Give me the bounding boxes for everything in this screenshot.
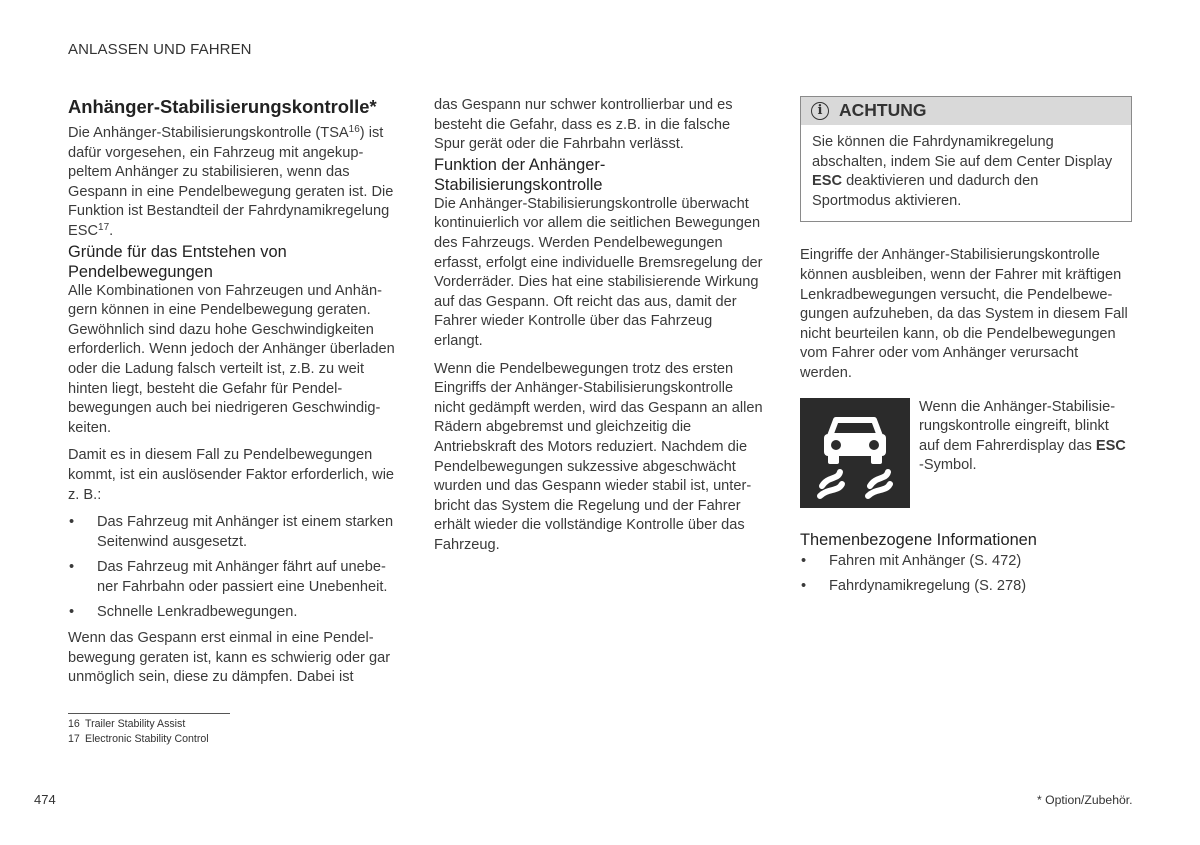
- paragraph-damping: Wenn das Gespann erst einmal in eine Pendelbewegung geraten ist, kann es schwierig oder gar unmöglich sein, diese zu dämpfen. Dabei ist: [68, 630, 391, 686]
- column-right: [800, 96, 1130, 603]
- esc-symbol-figure: [800, 398, 1130, 508]
- paragraph-function: Die Anhänger-Stabilisierungskontrolle überwacht kontinuierlich vor allem die seitlichen Bewegungen des Fahrzeugs. Werden Pendelbewegungen erfasst, erfolgt eine individuelle Bremsregelung der Vorderräder. Dies hat eine stabilisierende Wirkung auf das Gespann. Oft reicht das aus, damit der Fahrer wieder Kontrolle über das Fahrzeug erlangt.: [434, 195, 763, 349]
- section-heading-causes: Gründe für das Entstehen von Pendelbewegungen: [68, 242, 287, 281]
- related-info-heading: Themenbezogene Informationen: [800, 530, 1037, 549]
- option-note: * Option/Zubehör.: [1037, 793, 1133, 807]
- figure-caption: Wenn die Anhänger-Stabilisierungskontrolle eingreift, blinkt auf dem Fahrerdisplay das ESC -Symbol.: [919, 398, 1126, 474]
- list-item: • Das Fahrzeug mit Anhänger ist einem starken Seitenwind ausgesetzt.: [69, 514, 394, 550]
- page-title: Anhänger-Stabilisierungskontrolle*: [68, 96, 377, 117]
- bullet-icon: •: [69, 559, 75, 576]
- intro-paragraph: Die Anhänger-Stabilisierungskontrolle (TSA$^{16}$) ist dafür vorgesehen, ein Fahrzeug mit angekuppeltem Anhänger zu stabilisieren, wenn das Gespann in eine Pendelbewegung geraten ist. Die Funktion ist Bestandteil der Fahrdynamikregelung ESC$^{17}$.: [68, 124, 394, 239]
- paragraph-continued: das Gespann nur schwer kontrollierbar und es besteht die Gefahr, dass es z.B. in die falsche Spur gerät oder die Fahrbahn verlässt.: [434, 97, 733, 153]
- list-item: • Das Fahrzeug mit Anhänger fährt auf unebener Fahrbahn oder passiert eine Unebenheit.: [69, 559, 388, 595]
- esc-label: ESC: [1095, 437, 1126, 454]
- esc-label: ESC: [812, 173, 843, 190]
- warning-title: ACHTUNG: [839, 100, 927, 121]
- bullet-icon: •: [69, 514, 75, 531]
- paragraph-limits: Eingriffe der Anhänger-Stabilisierungskontrolle können ausbleiben, wenn der Fahrer mit kräftigen Lenkradbewegungen versucht, die Pendelbewegungen aufzuheben, da das System in diesem Fall nicht beurteilen kann, ob die Pendelbewegungen vom Fahrer oder vom Anhänger verursacht werden.: [800, 247, 1128, 381]
- column-left: [68, 96, 398, 688]
- related-link[interactable]: • Fahren mit Anhänger (S. 472): [800, 552, 1130, 572]
- column-middle: [434, 96, 764, 555]
- section-heading-function: Funktion der Anhänger-Stabilisierungskontrolle: [434, 155, 606, 194]
- info-icon: i: [811, 102, 829, 120]
- paragraph-intervention: Wenn die Pendelbewegungen trotz des ersten Eingriffs der Anhänger-Stabilisierungskontrolle nicht gedämpft werden, wird das Gespann an allen Rädern abgebremst und gleichzeitig die Antriebskraft des Motors reduziert. Nachdem die Pendelbewegungen sukzessive abgeschwächt wurden und das Gespann wieder stabil ist, unterbricht das System die Regelung und der Fahrer erhält wieder die vollständige Kontrolle über das Fahrzeug.: [434, 360, 763, 553]
- paragraph-causes: Alle Kombinationen von Fahrzeugen und Anhängern können in eine Pendelbewegung geraten. Gewöhnlich sind dazu hohe Geschwindigkeiten erforderlich. Wenn jedoch der Anhänger überladen oder die Ladung falsch verteilt ist, z.B. zu weit hinten liegt, besteht die Gefahr für Pendelbewegungen auch bei niedrigeren Geschwindigkeiten.: [68, 282, 395, 436]
- warning-text: Sie können die Fahrdynamikregelung abschalten, indem Sie auf dem Center Display ESC deaktivieren und dadurch den Sportmodus aktivieren.: [812, 134, 1113, 209]
- footnote-divider: [68, 713, 230, 714]
- related-link[interactable]: • Fahrdynamikregelung (S. 278): [800, 577, 1130, 597]
- footnote-ref-16[interactable]: 16: [348, 124, 360, 135]
- warning-header: [801, 97, 1131, 125]
- bullet-icon: •: [69, 604, 75, 621]
- page-number: 474: [34, 792, 56, 807]
- bullet-icon: •: [801, 552, 807, 569]
- bullet-icon: •: [801, 578, 807, 595]
- footnote-17: 17 Electronic Stability Control: [68, 733, 209, 745]
- warning-box: [800, 96, 1132, 222]
- list-item: • Schnelle Lenkradbewegungen.: [68, 603, 398, 623]
- cause-list: [68, 513, 398, 623]
- related-links: [800, 552, 1130, 597]
- paragraph-trigger: Damit es in diesem Fall zu Pendelbewegungen kommt, ist ein auslösender Faktor erforderlich, wie z. B.:: [68, 447, 395, 503]
- esc-skid-car-icon: [800, 398, 910, 508]
- footnote-16: 16 Trailer Stability Assist: [68, 718, 186, 730]
- footnote-ref-17[interactable]: 17: [98, 221, 110, 233]
- running-header: ANLASSEN UND FAHREN: [68, 41, 252, 58]
